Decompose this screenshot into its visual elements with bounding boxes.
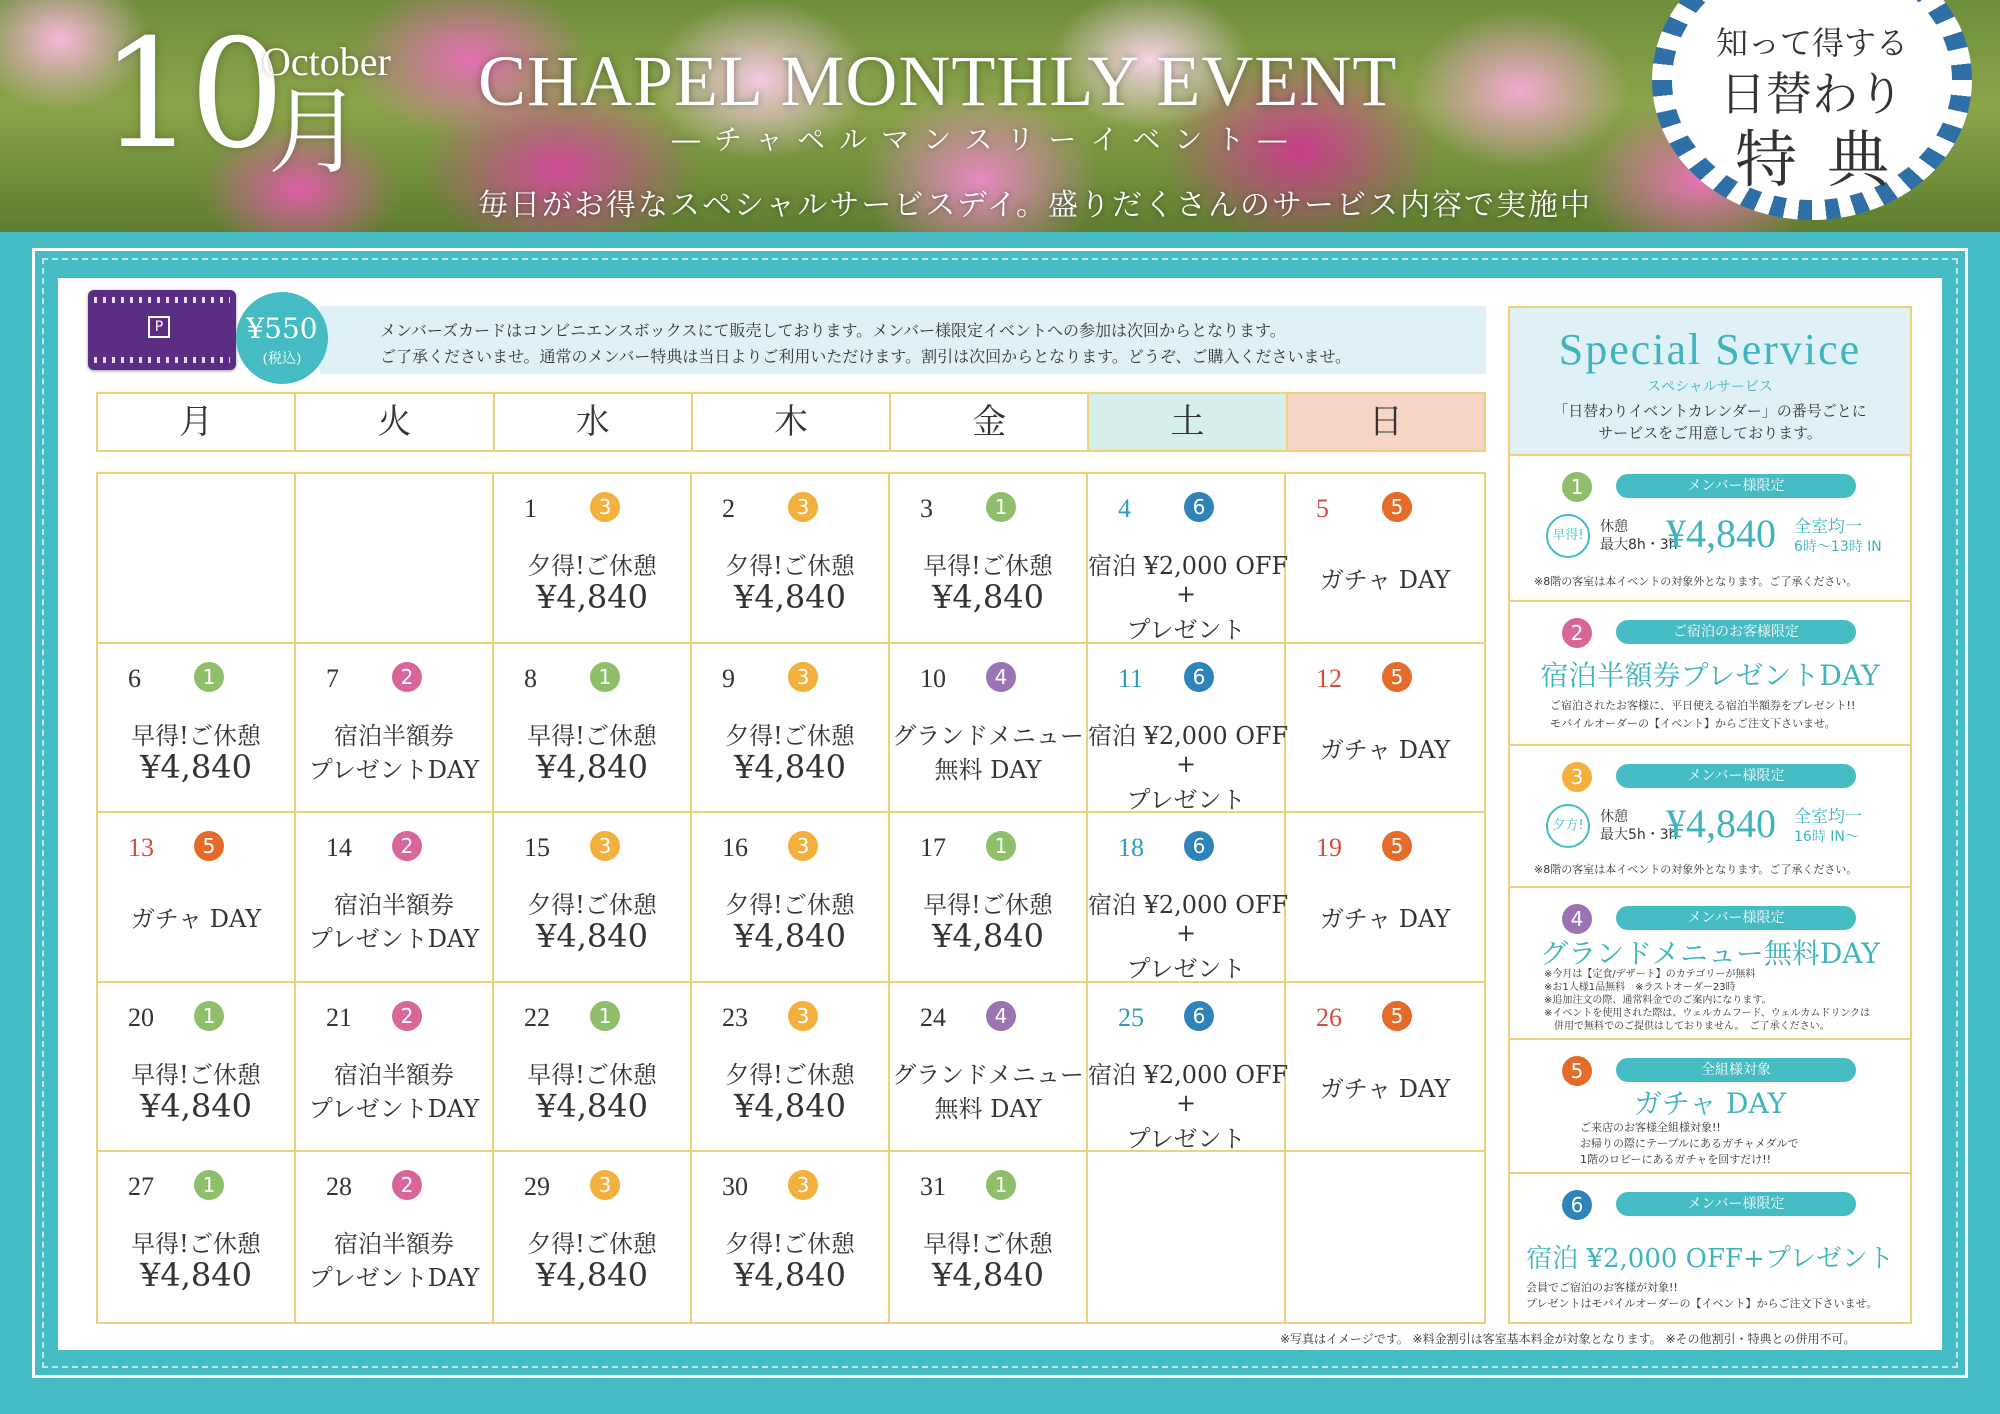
day-number: 2 <box>722 494 735 523</box>
daily-bonus-badge <box>1652 0 1972 220</box>
event-label: 宿泊半額券 <box>334 1060 454 1089</box>
event-price: ¥4,840 <box>932 917 1044 956</box>
service-note-1: ※今月は【定食/デザート】のカテゴリーが無料 <box>1544 969 1756 980</box>
event-label: 夕得!ご休憩 <box>527 1230 657 1259</box>
special-service-title: Special Service <box>1558 325 1862 374</box>
event-label: 夕得!ご休憩 <box>725 1060 855 1089</box>
day-number: 17 <box>920 833 946 863</box>
day-number: 8 <box>524 663 537 693</box>
service-number-badge: 3 <box>788 831 818 861</box>
event-price: ¥4,840 <box>140 1256 252 1295</box>
service-number-badge: 5 <box>1382 1001 1412 1031</box>
service-6 <box>1510 1172 1910 1322</box>
day-number: 27 <box>128 1172 154 1202</box>
day-number: 31 <box>920 1172 946 1202</box>
calendar-day-26 <box>1286 983 1484 1153</box>
event-label: 早得!ご休憩 <box>923 1230 1053 1259</box>
service-number-badge: 5 <box>1382 662 1412 692</box>
month-english: October <box>262 39 391 84</box>
calendar-day-2 <box>692 474 890 644</box>
event-label: 宿泊 ¥2,000 OFF <box>1088 891 1289 920</box>
notice-line-2: ご了承くださいませ。通常のメンバー特典は当日よりご利用いただけます。割引は次回からとなります。どうぞ、ご購入くださいませ。 <box>380 347 1352 366</box>
service-note-2: モバイルオーダーの【イベント】からご注文下さいませ。 <box>1550 717 1836 730</box>
service-number-badge: 1 <box>194 1001 224 1031</box>
special-service-desc-2: サービスをご用意しております。 <box>1598 424 1822 442</box>
service-note-2: プレゼントはモバイルオーダーの【イベント】からご注文下さいませ。 <box>1526 1297 1878 1310</box>
event-label: プレゼントDAY <box>308 925 480 954</box>
day-number: 21 <box>326 1002 352 1032</box>
calendar-day-18 <box>1088 813 1289 984</box>
badge-line-3: 特典 <box>1734 123 1919 196</box>
price-uniform-label: 全室均一 <box>1794 807 1862 827</box>
event-price: ¥4,840 <box>140 1086 252 1125</box>
service-number-badge: 6 <box>1184 492 1214 522</box>
service-number-badge: 3 <box>788 1001 818 1031</box>
weekday-fri: 金 <box>891 394 1089 450</box>
page-title: CHAPEL MONTHLY EVENT <box>478 41 1398 121</box>
event-label: 夕得!ご休憩 <box>725 1230 855 1259</box>
rest-label: 休憩 <box>1600 519 1628 535</box>
service-number-badge: 4 <box>1562 904 1592 934</box>
event-label: + <box>1175 580 1197 608</box>
service-headline: 宿泊半額券プレゼントDAY <box>1540 659 1880 692</box>
calendar-day-30 <box>692 1152 890 1322</box>
service-5 <box>1510 1038 1910 1172</box>
day-number: 25 <box>1118 1002 1144 1032</box>
event-label: 無料 DAY <box>934 1094 1042 1123</box>
day-number: 28 <box>326 1172 352 1202</box>
day-number: 12 <box>1316 663 1342 693</box>
special-service-panel <box>1508 306 1912 1324</box>
calendar-empty-cell <box>1286 1152 1484 1322</box>
event-label: + <box>1175 749 1197 778</box>
calendar-day-23 <box>692 983 890 1153</box>
calendar-day-12 <box>1286 644 1484 814</box>
service-number-badge: 6 <box>1562 1190 1592 1220</box>
calendar-empty-cell <box>1088 1152 1286 1322</box>
calendar-day-20 <box>98 983 296 1153</box>
calendar-day-9 <box>692 644 890 814</box>
weekday-thu: 木 <box>693 394 891 450</box>
event-price: ¥4,840 <box>734 747 846 786</box>
weekday-header <box>96 392 1486 452</box>
price-time: 6時〜13時 IN <box>1794 539 1882 555</box>
calendar-day-15 <box>494 813 692 983</box>
card-price-tax: (税込) <box>262 351 302 367</box>
service-number-badge: 3 <box>1562 762 1592 792</box>
calendar-empty-cell <box>98 474 296 644</box>
members-card-image <box>88 290 236 370</box>
early-tag: 早得! <box>1546 514 1590 558</box>
service-number-badge: 2 <box>392 1170 422 1200</box>
price-uniform <box>1794 808 1862 827</box>
event-label: 早得!ご休憩 <box>131 1230 261 1259</box>
service-price: ¥4,840 <box>1666 511 1776 556</box>
day-number: 20 <box>128 1002 154 1032</box>
day-number: 9 <box>722 663 735 693</box>
day-number: 16 <box>722 833 748 863</box>
service-number-badge: 1 <box>590 662 620 692</box>
calendar-day-5 <box>1286 474 1484 644</box>
calendar-day-24 <box>890 983 1088 1153</box>
day-number: 4 <box>1118 494 1131 523</box>
service-note-4: ※イベントを使用された際は、ウェルカムフード、ウェルカムドリンクは <box>1544 1008 1871 1019</box>
service-number-badge: 2 <box>392 662 422 692</box>
day-number: 10 <box>920 663 946 693</box>
event-label: 宿泊半額券 <box>334 891 454 920</box>
card-dots-bottom <box>94 357 230 363</box>
service-number-badge: 3 <box>788 662 818 692</box>
special-service-subtitle: スペシャルサービス <box>1647 379 1773 395</box>
service-3 <box>1510 744 1910 886</box>
weekday-sun: 日 <box>1288 394 1484 450</box>
event-label: プレゼント <box>1126 616 1246 644</box>
evening-tag: 夕方! <box>1546 804 1590 848</box>
event-label: 夕得!ご休憩 <box>725 552 855 580</box>
event-label: 夕得!ご休憩 <box>725 891 855 920</box>
service-headline: 宿泊 ¥2,000 OFF+プレゼント <box>1526 1244 1894 1274</box>
service-note-2: お帰りの際にテーブルにあるガチャメダルで <box>1580 1137 1799 1150</box>
month-kanji: 月 <box>268 78 363 187</box>
service-number-badge: 1 <box>986 1170 1016 1200</box>
service-number-badge: 1 <box>194 662 224 692</box>
service-number-badge: 5 <box>1382 831 1412 861</box>
calendar-empty-cell <box>296 474 494 644</box>
card-logo-icon: P <box>148 316 170 338</box>
card-price: ¥550 <box>246 312 318 345</box>
day-number: 22 <box>524 1002 550 1032</box>
event-price: ¥4,840 <box>536 747 648 786</box>
event-price: ¥4,840 <box>536 1256 648 1295</box>
event-label: ガチャ DAY <box>1319 1074 1451 1103</box>
service-number-badge: 1 <box>590 1001 620 1031</box>
event-label: プレゼントDAY <box>308 1094 480 1123</box>
calendar-day-27 <box>98 1152 296 1322</box>
service-number-badge: 6 <box>1184 831 1214 861</box>
service-target-pill: メンバー様限定 <box>1616 474 1856 498</box>
service-target-pill: メンバー様限定 <box>1616 1192 1856 1216</box>
card-dots-top <box>94 297 230 303</box>
event-price: ¥4,840 <box>932 578 1044 616</box>
service-target-pill: 全組様対象 <box>1616 1058 1856 1082</box>
service-note-1: ご来店のお客様全組様対象!! <box>1580 1121 1721 1134</box>
event-price: ¥4,840 <box>536 1086 648 1125</box>
event-label: 宿泊半額券 <box>334 721 454 750</box>
calendar-day-1 <box>494 474 692 644</box>
weekday-sat: 土 <box>1089 394 1287 450</box>
rest-hours: 最大5h・3h <box>1600 827 1678 843</box>
special-service-desc-1: 「日替わりイベントカレンダー」の番号ごとに <box>1553 402 1867 420</box>
calendar-day-10 <box>890 644 1088 814</box>
event-label: プレゼント <box>1126 955 1246 984</box>
calendar-day-7 <box>296 644 494 814</box>
day-number: 1 <box>524 494 537 523</box>
service-number-badge: 3 <box>590 492 620 522</box>
weekday-mon: 月 <box>98 394 296 450</box>
event-label: ガチャ DAY <box>130 905 262 934</box>
calendar-day-19 <box>1286 813 1484 983</box>
service-note-1: ご宿泊されたお客様に、平日使える宿泊半額券をプレゼント!! <box>1550 699 1856 712</box>
calendar-day-8 <box>494 644 692 814</box>
event-label: 夕得!ご休憩 <box>527 552 657 580</box>
event-label: 早得!ご休憩 <box>923 552 1053 580</box>
calendar-day-6 <box>98 644 296 814</box>
calendar-day-17 <box>890 813 1088 983</box>
calendar-day-28 <box>296 1152 494 1322</box>
footnote: ※写真はイメージです。 ※料金割引は客室基本料金が対象となります。 ※その他割引・特典との併用不可。 <box>1280 1332 1856 1346</box>
service-note-5: 併用で無料でのご提供はしておりません。 ご了承ください。 <box>1544 1021 1830 1032</box>
event-label: 早得!ご休憩 <box>527 721 657 750</box>
event-label: 宿泊 ¥2,000 OFF <box>1088 552 1289 580</box>
service-headline: グランドメニュー無料DAY <box>1540 937 1880 970</box>
badge-line-1: 知って得する <box>1715 24 1908 62</box>
calendar-day-13 <box>98 813 296 983</box>
event-label: ガチャ DAY <box>1319 566 1451 594</box>
event-label: 早得!ご休憩 <box>131 721 261 750</box>
event-price: ¥4,840 <box>140 747 252 786</box>
notice-line-1: メンバーズカードはコンビニエンスボックスにて販売しております。メンバー様限定イベントへの参加は次回からとなります。 <box>380 321 1286 340</box>
service-target-pill: メンバー様限定 <box>1616 764 1856 788</box>
service-number-badge: 1 <box>194 1170 224 1200</box>
header-banner <box>0 0 2000 232</box>
day-number: 24 <box>920 1002 946 1032</box>
calendar-day-4 <box>1088 474 1289 644</box>
day-number: 5 <box>1316 494 1329 523</box>
day-number: 7 <box>326 663 339 693</box>
card-price-badge <box>236 292 328 384</box>
event-label: 早得!ご休憩 <box>923 891 1053 920</box>
service-number-badge: 4 <box>986 1001 1016 1031</box>
service-note: ※8階の客室は本イベントの対象外となります。ご了承ください。 <box>1534 863 1858 876</box>
rest-label: 休憩 <box>1600 809 1628 825</box>
day-number: 3 <box>920 494 933 523</box>
event-label: ガチャ DAY <box>1319 735 1451 764</box>
badge-line-2: 日替わり <box>1720 67 1904 121</box>
month-number: 10 <box>100 8 279 182</box>
event-price: ¥4,840 <box>536 917 648 956</box>
service-number-badge: 3 <box>590 831 620 861</box>
service-number-badge: 2 <box>1562 618 1592 648</box>
day-number: 18 <box>1118 833 1144 863</box>
calendar-day-3 <box>890 474 1088 644</box>
event-price: ¥4,840 <box>734 578 846 616</box>
service-number-badge: 1 <box>1562 472 1592 502</box>
day-number: 13 <box>128 833 154 863</box>
day-number: 23 <box>722 1002 748 1032</box>
service-number-badge: 4 <box>986 662 1016 692</box>
calendar-day-16 <box>692 813 890 983</box>
event-label: グランドメニュー <box>892 721 1084 750</box>
day-number: 29 <box>524 1172 550 1202</box>
weekday-tue: 火 <box>296 394 494 450</box>
event-price: ¥4,840 <box>536 578 648 616</box>
event-label: グランドメニュー <box>892 1060 1084 1089</box>
service-number-badge: 6 <box>1184 1001 1214 1031</box>
calendar-day-22 <box>494 983 692 1153</box>
service-number-badge: 6 <box>1184 662 1214 692</box>
service-number-badge: 5 <box>194 831 224 861</box>
service-number-badge: 2 <box>392 1001 422 1031</box>
service-number-badge: 3 <box>590 1170 620 1200</box>
calendar-day-11 <box>1088 644 1289 814</box>
event-calendar <box>96 472 1486 1324</box>
event-label: 夕得!ご休憩 <box>725 721 855 750</box>
event-label: + <box>1175 919 1197 948</box>
day-number: 15 <box>524 833 550 863</box>
event-label: プレゼント <box>1126 1124 1246 1153</box>
event-label: + <box>1175 1088 1197 1117</box>
rest-hours: 最大8h・3h <box>1600 537 1678 553</box>
service-1 <box>1510 454 1910 600</box>
day-number: 30 <box>722 1172 748 1202</box>
service-target-pill: メンバー様限定 <box>1616 906 1856 930</box>
service-number-badge: 5 <box>1562 1056 1592 1086</box>
service-number-badge: 1 <box>986 831 1016 861</box>
price-uniform <box>1794 518 1862 537</box>
service-headline: ガチャ DAY <box>1633 1087 1787 1120</box>
price-uniform-label: 全室均一 <box>1794 517 1862 537</box>
event-label: 宿泊 ¥2,000 OFF <box>1088 1060 1289 1089</box>
event-price: ¥4,840 <box>734 917 846 956</box>
calendar-day-14 <box>296 813 494 983</box>
event-label: 早得!ご休憩 <box>131 1060 261 1089</box>
price-time: 16時 IN〜 <box>1794 829 1859 845</box>
page-subtitle: ―チャペルマンスリーイベント― <box>672 123 1301 156</box>
service-target-pill: ご宿泊のお客様限定 <box>1616 620 1856 644</box>
service-note-2: ※お1人様1品無料 ※ラストオーダー23時 <box>1544 982 1736 993</box>
service-number-badge: 2 <box>392 831 422 861</box>
service-4 <box>1510 886 1910 1038</box>
event-label: 無料 DAY <box>934 755 1042 784</box>
event-price: ¥4,840 <box>932 1256 1044 1295</box>
calendar-day-29 <box>494 1152 692 1322</box>
service-note: ※8階の客室は本イベントの対象外となります。ご了承ください。 <box>1534 575 1858 588</box>
service-note-3: ※追加注文の際、通常料金でのご案内になります。 <box>1544 995 1772 1006</box>
special-service-header <box>1510 308 1910 454</box>
member-notice <box>320 306 1486 374</box>
event-label: ガチャ DAY <box>1319 905 1451 934</box>
event-label: プレゼントDAY <box>308 1264 480 1293</box>
day-number: 19 <box>1316 833 1342 863</box>
event-label: 宿泊 ¥2,000 OFF <box>1088 721 1289 750</box>
service-number-badge: 3 <box>788 492 818 522</box>
service-note-1: 会員でご宿泊のお客様が対象!! <box>1526 1281 1678 1294</box>
service-note-3: 1階のロビーにあるガチャを回すだけ!! <box>1580 1153 1772 1166</box>
service-number-badge: 3 <box>788 1170 818 1200</box>
calendar-day-21 <box>296 983 494 1153</box>
event-label: 宿泊半額券 <box>334 1230 454 1259</box>
weekday-wed: 水 <box>495 394 693 450</box>
event-label: プレゼント <box>1126 785 1246 814</box>
event-label: 早得!ご休憩 <box>527 1060 657 1089</box>
event-price: ¥4,840 <box>734 1086 846 1125</box>
header-tagline: 毎日がお得なスペシャルサービスデイ。盛りだくさんのサービス内容で実施中 <box>478 188 1592 223</box>
day-number: 14 <box>326 833 352 863</box>
calendar-day-25 <box>1088 983 1289 1153</box>
calendar-day-31 <box>890 1152 1088 1322</box>
day-number: 26 <box>1316 1002 1342 1032</box>
day-number: 11 <box>1118 663 1144 693</box>
service-number-badge: 1 <box>986 492 1016 522</box>
service-2 <box>1510 600 1910 744</box>
event-label: 夕得!ご休憩 <box>527 891 657 920</box>
event-label: プレゼントDAY <box>308 755 480 784</box>
service-price: ¥4,840 <box>1666 801 1776 846</box>
event-price: ¥4,840 <box>734 1256 846 1295</box>
day-number: 6 <box>128 663 141 693</box>
service-number-badge: 5 <box>1382 492 1412 522</box>
